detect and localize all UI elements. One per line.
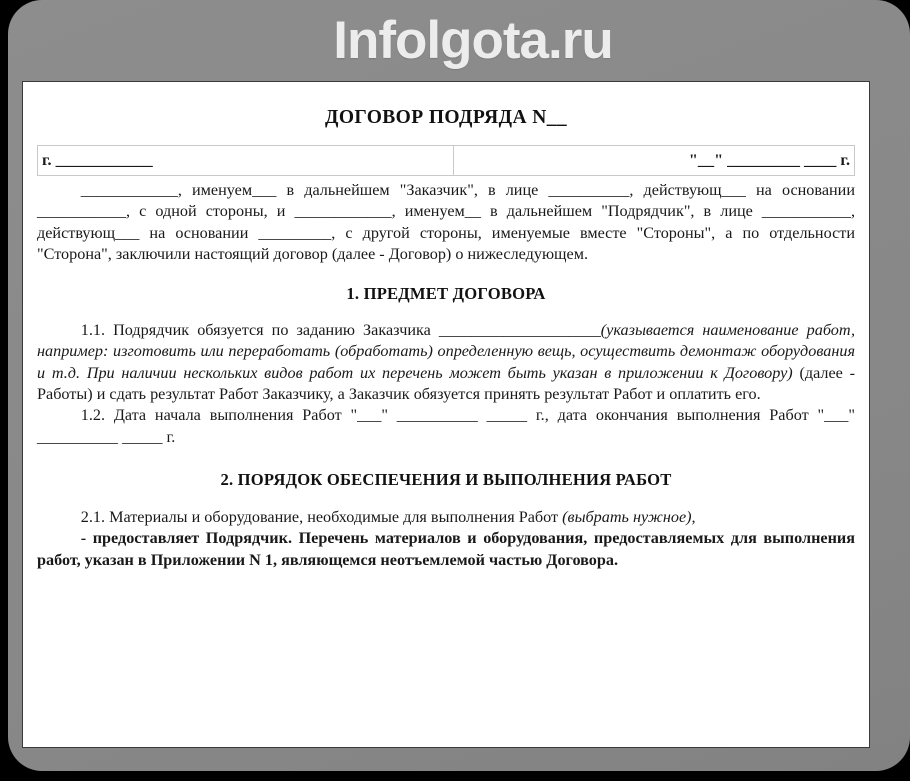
clause-2-1-italic-note: (выбрать нужное),	[562, 508, 696, 527]
watermark-text: Infolgota.ru	[333, 10, 613, 70]
clause-1-1-part2: (далее - Работы) и сдать результат Работ Заказчику, а Заказчик обязуется принять результат Работ и оплатить его.	[37, 363, 855, 404]
clause-2-1-bullet: - предоставляет Подрядчик. Перечень материалов и оборудования, предоставляемых для выполнения работ, указан в Приложении N 1, являющемся неотъемлемой частью Договора.	[37, 529, 855, 569]
table-row	[38, 145, 855, 175]
city-cell: г. ____________	[38, 145, 454, 175]
clause-2-1-part1: 2.1. Материалы и оборудование, необходимые для выполнения Работ	[80, 508, 563, 527]
contract-header-table	[37, 145, 855, 176]
clause-2-1	[37, 507, 855, 528]
document-title: ДОГОВОР ПОДРЯДА N__	[325, 107, 567, 128]
section-heading-1: 1. ПРЕДМЕТ ДОГОВОРА	[346, 284, 546, 304]
section-heading-2: 2. ПОРЯДОК ОБЕСПЕЧЕНИЯ И ВЫПОЛНЕНИЯ РАБОТ	[220, 469, 672, 489]
clause-1-1-part1: 1.1. Подрядчик обязуется по заданию Заказчика ____________________	[80, 321, 601, 340]
clause-1-1-italic-note: (указывается наименование работ, например: изготовить или переработать (обработать) определенную вещь, осуществить демонтаж оборудования и т.д. При наличии нескольких видов работ их перечень может быть указан в приложении к Договору)	[37, 321, 856, 382]
document-page	[22, 81, 870, 748]
clause-1-2: 1.2. Дата начала выполнения Работ "___" __________ _____ г., дата окончания выполнения Работ "___" __________ _____ г.	[37, 406, 855, 446]
clause-1-1	[37, 320, 855, 405]
watermark-banner	[8, 0, 910, 80]
date-cell: "__" _________ ____ г.	[454, 145, 855, 175]
preamble-paragraph: ____________, именуем___ в дальнейшем "Заказчик", в лице __________, действующ___ на основании ___________, с одной стороны, и ____________, именуем__ в дальнейшем "Подрядчик", в лице ___________, действующ___ на основании _________, с другой стороны, именуемые вместе "Стороны", а по отдельности "Сторона", заключили настоящий договор (далее - Договор) о нижеследующем.	[37, 180, 855, 263]
document-content	[37, 105, 855, 748]
